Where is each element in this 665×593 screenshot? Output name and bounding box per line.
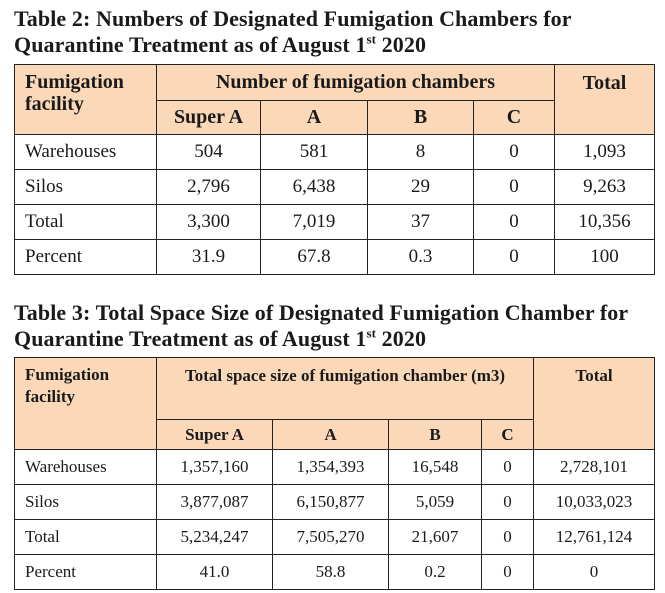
total-cell: 2,728,101 — [534, 450, 655, 485]
class-header: C — [482, 420, 534, 450]
cell: 6,438 — [261, 170, 368, 205]
cell: 0 — [482, 520, 534, 555]
cell: 504 — [157, 135, 261, 170]
class-header: C — [474, 101, 555, 135]
class-header: B — [389, 420, 482, 450]
row-label: Silos — [15, 170, 157, 205]
table-row — [15, 520, 655, 555]
cell: 41.0 — [157, 555, 273, 590]
row-label: Percent — [15, 240, 157, 275]
table-2-caption: Table 2: Numbers of Designated Fumigation Chambers for Quarantine Treatment as of August 1st 2020 — [14, 6, 572, 57]
cell: 0 — [482, 450, 534, 485]
cell: 29 — [368, 170, 474, 205]
cell: 7,505,270 — [273, 520, 389, 555]
cell: 3,300 — [157, 205, 261, 240]
table-row — [15, 485, 655, 520]
table-header-row — [15, 358, 655, 420]
cell: 0.3 — [368, 240, 474, 275]
cell: 2,796 — [157, 170, 261, 205]
cell: 16,548 — [389, 450, 482, 485]
cell: 3,877,087 — [157, 485, 273, 520]
total-cell: 9,263 — [555, 170, 655, 205]
cell: 1,357,160 — [157, 450, 273, 485]
total-cell: 10,033,023 — [534, 485, 655, 520]
table-row — [15, 450, 655, 485]
cell: 581 — [261, 135, 368, 170]
cell: 0 — [474, 170, 555, 205]
table-header-row — [15, 65, 655, 101]
total-cell: 100 — [555, 240, 655, 275]
cell: 0 — [482, 485, 534, 520]
row-label: Total — [15, 205, 157, 240]
cell: 21,607 — [389, 520, 482, 555]
total-cell: 10,356 — [555, 205, 655, 240]
cell: 0 — [482, 555, 534, 590]
total-cell: 1,093 — [555, 135, 655, 170]
cell: 5,234,247 — [157, 520, 273, 555]
cell: 31.9 — [157, 240, 261, 275]
cell: 8 — [368, 135, 474, 170]
class-header: A — [261, 101, 368, 135]
total-header: Total — [534, 358, 655, 450]
cell: 1,354,393 — [273, 450, 389, 485]
group-header: Total space size of fumigation chamber (m3) — [157, 358, 534, 420]
table-3-caption: Table 3: Total Space Size of Designated Fumigation Chamber for Quarantine Treatment as of August 1st 2020 — [14, 300, 628, 351]
table-row — [15, 135, 655, 170]
cell: 37 — [368, 205, 474, 240]
cell: 0 — [474, 240, 555, 275]
cell: 0 — [474, 135, 555, 170]
facility-header: Fumigation facility — [15, 358, 157, 450]
class-header: Super A — [157, 101, 261, 135]
table-row — [15, 240, 655, 275]
facility-header: Fumigation facility — [15, 65, 157, 135]
cell: 0 — [474, 205, 555, 240]
cell: 6,150,877 — [273, 485, 389, 520]
row-label: Warehouses — [15, 450, 157, 485]
row-label: Total — [15, 520, 157, 555]
total-cell: 12,761,124 — [534, 520, 655, 555]
group-header: Number of fumigation chambers — [157, 65, 555, 101]
cell: 7,019 — [261, 205, 368, 240]
table-row — [15, 205, 655, 240]
row-label: Percent — [15, 555, 157, 590]
cell: 5,059 — [389, 485, 482, 520]
class-header: B — [368, 101, 474, 135]
cell: 58.8 — [273, 555, 389, 590]
class-header: A — [273, 420, 389, 450]
total-header: Total — [555, 65, 655, 135]
table-row — [15, 170, 655, 205]
row-label: Warehouses — [15, 135, 157, 170]
total-cell: 0 — [534, 555, 655, 590]
table-row — [15, 555, 655, 590]
cell: 0.2 — [389, 555, 482, 590]
class-header: Super A — [157, 420, 273, 450]
cell: 67.8 — [261, 240, 368, 275]
table-3 — [14, 357, 655, 590]
row-label: Silos — [15, 485, 157, 520]
table-2 — [14, 64, 655, 275]
